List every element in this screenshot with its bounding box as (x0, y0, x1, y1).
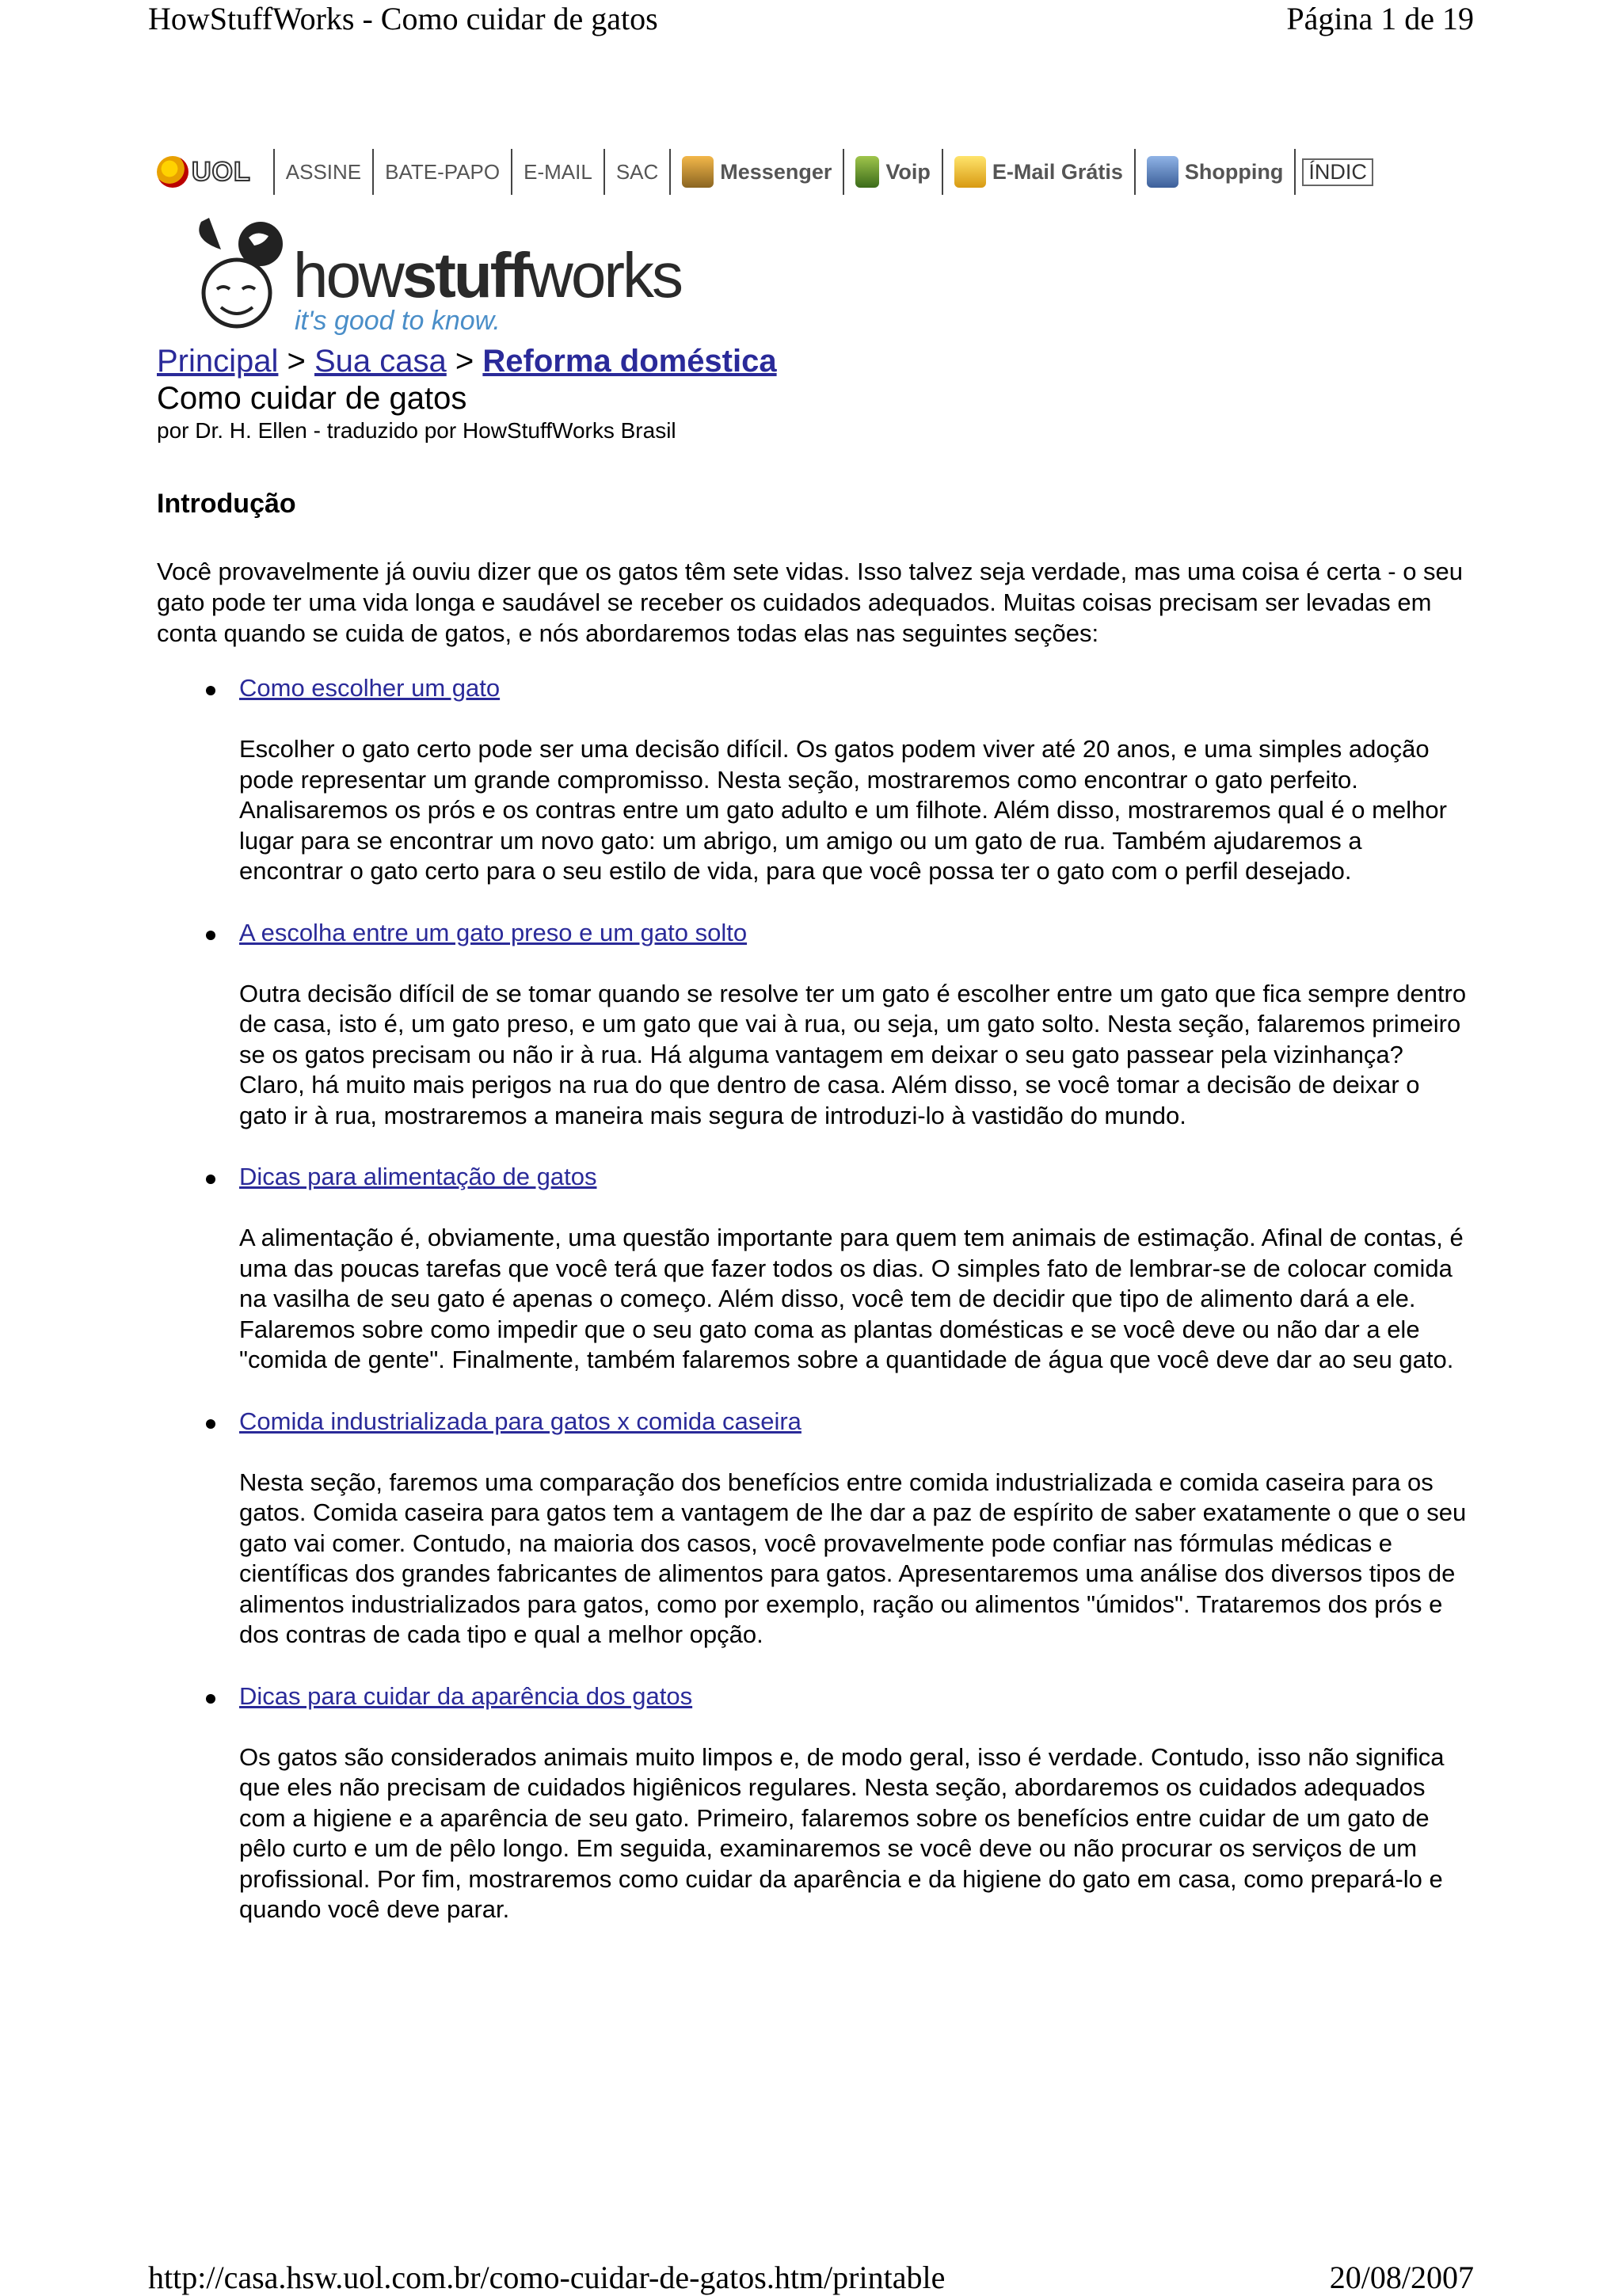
print-footer-url: http://casa.hsw.uol.com.br/como-cuidar-de-gatos.htm/printable (148, 2260, 946, 2295)
print-header-title: HowStuffWorks - Como cuidar de gatos (148, 1, 658, 36)
email-gratis-label: E-Mail Grátis (992, 159, 1123, 184)
print-footer-date: 20/08/2007 (1329, 2260, 1474, 2295)
section-link[interactable]: Comida industrializada para gatos x comida caseira (239, 1407, 801, 1435)
divider (1294, 149, 1296, 195)
page-title: Como cuidar de gatos (157, 381, 467, 416)
breadcrumb (157, 342, 1472, 380)
divider (669, 149, 671, 195)
section-heading: Introdução (157, 489, 296, 519)
section-description: Nesta seção, faremos uma comparação dos benefícios entre comida industrializada e comida caseira para os gatos. Comida caseira para gatos tem a vantagem de lhe dar a paz de espírito de saber exatamente o que o seu gato vai comer. Contudo, na maioria dos casos, você provavelmente pode confiar nas fórmulas médicas e científicas dos grandes fabricantes de alimentos para gatos. Apresentaremos uma análise dos diversos tipos de alimentos industrializados para gatos, como por exemplo, ração ou alimentos "úmidos". Trataremos dos prós e dos contras de cada tipo e qual a melhor opção. (239, 1468, 1467, 1648)
uol-top-bar (157, 147, 1476, 196)
bullet-icon (206, 1175, 215, 1184)
bullet-icon (206, 1694, 215, 1704)
divider (942, 149, 943, 195)
divider (1134, 149, 1136, 195)
breadcrumb-current-link[interactable]: Reforma doméstica (482, 344, 777, 379)
voip-label: Voip (885, 159, 931, 184)
uol-link-sac[interactable]: SAC (615, 159, 659, 184)
section-list (157, 672, 1472, 1925)
section-link[interactable]: Como escolher um gato (239, 674, 501, 702)
list-item (157, 1681, 1472, 1925)
section-description: Outra decisão difícil de se tomar quando se resolve ter um gato é escolher entre um gato que fica sempre dentro de casa, isto é, um gato preso, e um gato que vai à rua, ou seja, um gato solto. Nesta seção, falaremos primeiro se os gatos precisam ou não ir à rua. Há alguma vantagem em deixar o seu gato passear pela vizinhança? Claro, há muito mais perigos na rua do que dentro de casa. Além disso, se você tomar a decisão de deixar o gato ir à rua, mostraremos a maneira mais segura de introduzi-lo à vastidão do mundo. (239, 979, 1467, 1129)
section-link[interactable]: Dicas para cuidar da aparência dos gatos (239, 1681, 693, 1710)
messenger-label: Messenger (720, 159, 832, 184)
uol-link-messenger[interactable] (682, 156, 832, 188)
breadcrumb-home-link[interactable]: Principal (157, 344, 279, 379)
breadcrumb-separator: > (446, 344, 483, 379)
messenger-icon (682, 156, 714, 188)
intro-paragraph: Você provavelmente já ouviu dizer que os gatos têm sete vidas. Isso talvez seja verdade, mas uma coisa é certa - o seu gato pode ter uma vida longa e saudável se receber os cuidados adequados. Muitas coisas precisam ser levadas em conta quando se cuida de gatos, e nós abordaremos todas elas nas seguintes seções: (157, 558, 1464, 647)
list-item (157, 672, 1472, 887)
howstuffworks-logo[interactable] (176, 209, 714, 344)
uol-link-voip[interactable] (855, 156, 931, 188)
uol-logo-text: UOL (192, 156, 251, 187)
uol-logo[interactable] (157, 156, 251, 188)
bullet-icon (206, 686, 215, 695)
uol-link-email-gratis[interactable] (954, 156, 1123, 188)
divider (603, 149, 605, 195)
divider (372, 149, 374, 195)
divider (511, 149, 512, 195)
shopping-label: Shopping (1184, 159, 1284, 184)
section-link[interactable]: A escolha entre um gato preso e um gato solto (239, 918, 748, 946)
shopping-icon (1147, 156, 1178, 188)
uol-ball-icon (157, 156, 188, 188)
hsw-face-globe-icon (185, 214, 288, 333)
bullet-icon (206, 931, 215, 940)
breadcrumb-separator: > (278, 344, 314, 379)
uol-link-indice[interactable]: ÍNDIC (1302, 158, 1373, 186)
list-item (157, 917, 1472, 1132)
section-link[interactable]: Dicas para alimentação de gatos (239, 1163, 597, 1190)
print-footer (148, 2259, 1474, 2296)
breadcrumb-section-link[interactable]: Sua casa (314, 344, 447, 379)
list-item (157, 1161, 1472, 1376)
uol-link-bate-papo[interactable]: BATE-PAPO (385, 159, 501, 184)
divider (843, 149, 844, 195)
envelope-icon (954, 156, 986, 188)
section-description: A alimentação é, obviamente, uma questão importante para quem tem animais de estimação. Afinal de contas, é uma das poucas tarefas que você terá que fazer todos os dias. O simples fato de lembrar-se de colocar comida na vasilha de seu gato é apenas o começo. Além disso, você tem de decidir que tipo de alimento dará a ele. Falaremos sobre como impedir que o seu gato coma as plantas domésticas e se você deve ou não dar a ele "comida de gente". Finalmente, também falaremos sobre a quantidade de água que você deve dar ao seu gato. (239, 1224, 1464, 1373)
print-header (148, 0, 1474, 37)
divider (273, 149, 275, 195)
uol-link-assine[interactable]: ASSINE (285, 159, 362, 184)
print-header-page-number: Página 1 de 19 (1286, 1, 1474, 36)
bullet-icon (206, 1419, 215, 1429)
uol-link-email[interactable]: E-MAIL (524, 159, 592, 184)
byline: por Dr. H. Ellen - traduzido por HowStuffWorks Brasil (157, 418, 676, 443)
hsw-wordmark: howstuffworks (293, 240, 681, 310)
uol-link-shopping[interactable] (1147, 156, 1283, 188)
list-item (157, 1406, 1472, 1651)
section-description: Os gatos são considerados animais muito limpos e, de modo geral, isso é verdade. Contudo, isso não significa que eles não precisam de cuidados higiênicos regulares. Nesta seção, abordaremos os cuidados adequados com a higiene e a aparência de seu gato. Primeiro, falaremos sobre os benefícios entre cuidar de um gato de pêlo curto e um de pêlo longo. Em seguida, examinaremos se você deve ou não procurar os serviços de um profissional. Por fim, mostraremos como cuidar da aparência e da higiene do gato em casa, como prepará-lo e quando você deve parar. (239, 1742, 1445, 1923)
article-content (157, 342, 1472, 1955)
hsw-tagline: it's good to know. (295, 306, 501, 336)
section-description: Escolher o gato certo pode ser uma decisão difícil. Os gatos podem viver até 20 anos, e uma simples adoção pode representar um grande compromisso. Nesta seção, mostraremos como encontrar o gato perfeito. Analisaremos os prós e os contras entre um gato adulto e um filhote. Além disso, mostraremos qual é o melhor lugar para se encontrar um novo gato: um abrigo, um amigo ou um gato de rua. Também ajudaremos a encontrar o gato certo para o seu estilo de vida, para que você possa ter o gato com o perfil desejado. (239, 735, 1447, 885)
voip-phone-icon (855, 156, 879, 188)
